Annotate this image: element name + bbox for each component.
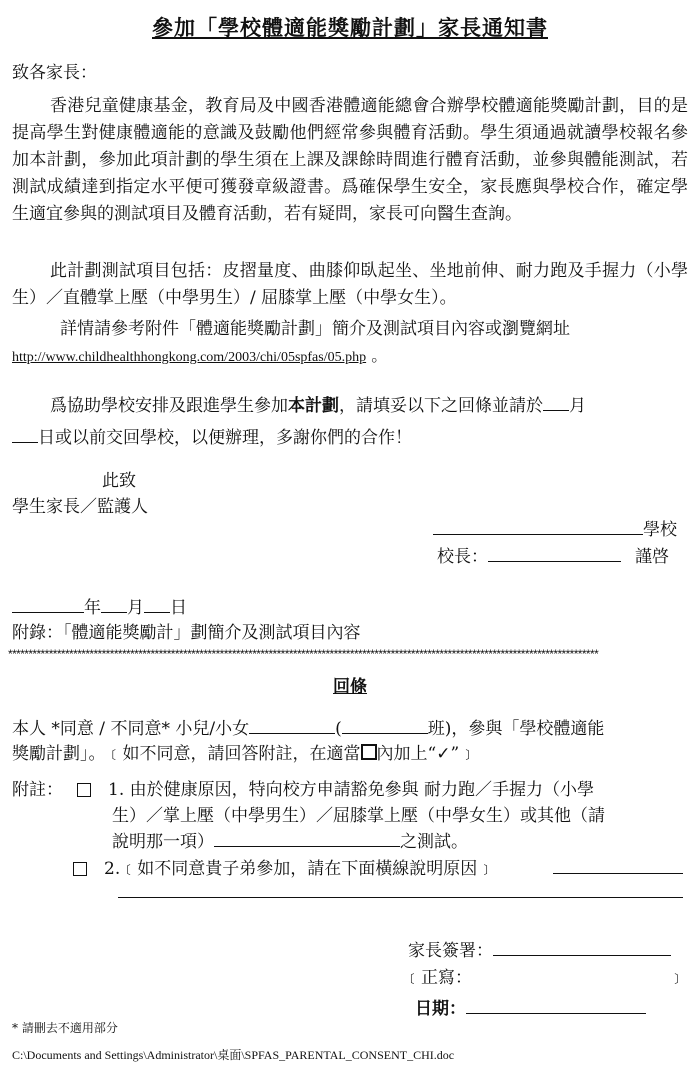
reply-instruction-3: ”﹞ — [450, 744, 477, 764]
return-text-bold: 本計劃 — [288, 396, 339, 416]
month-blank[interactable] — [543, 394, 569, 411]
parent-print-line — [404, 965, 472, 991]
separator-stars: ************************************************************************************************************************************************* — [8, 647, 599, 661]
return-text-3: 日或以前交回學校，以便辦理，多謝你們的合作！ — [38, 428, 412, 448]
consent-text: 本人 *同意 / 不同意* 小兒/小女 — [12, 719, 250, 739]
parent-date-label: 日期： — [415, 999, 466, 1019]
check-mark-icon: ✓ — [436, 744, 451, 764]
parent-sign-blank[interactable] — [493, 939, 671, 956]
child-name-blank[interactable] — [249, 717, 335, 734]
reply-instruction: 獎勵計劃」。﹝如不同意，請回答附註，在適當 — [12, 744, 361, 764]
parent-sign-label: 家長簽署： — [408, 941, 493, 961]
note2-reason-blank-1[interactable] — [553, 857, 683, 874]
reply-instruction-2: 內加上“ — [376, 744, 437, 764]
year-label: 年 — [84, 598, 101, 618]
note1-specify-blank[interactable] — [214, 830, 400, 847]
salutation: 致各家長： — [12, 63, 97, 83]
return-text-1: 爲協助學校安排及跟進學生參加 — [50, 396, 288, 416]
date-month-label: 月 — [127, 598, 144, 618]
principal-blank[interactable] — [488, 545, 621, 562]
paragraph-return-line2 — [12, 425, 412, 451]
year-blank[interactable] — [12, 596, 84, 613]
principal-label: 校長： — [437, 547, 488, 567]
note1-line2: 生）／掌上壓（中學男生）／屈膝掌上壓（中學女生）或其他（請 — [112, 806, 605, 826]
date-day-blank[interactable] — [144, 596, 170, 613]
return-text-2: ，請填妥以下之回條並請於 — [339, 396, 543, 416]
page-title: 參加「學校體適能獎勵計劃」家長通知書 — [152, 15, 548, 40]
paragraph-return-line1 — [50, 393, 586, 419]
appendix-line: 附錄：「體適能獎勵計」劃簡介及測試項目內容 — [12, 623, 361, 643]
url-line-end: 。 — [371, 346, 388, 365]
reply-title: 回條 — [333, 677, 367, 697]
parent-print-end: ﹞ — [668, 968, 685, 988]
paragraph-details-text: 詳情請參考附件「體適能獎勵計劃」簡介及測試項目內容或瀏覽網址 — [60, 319, 570, 339]
note1-line1: 1. 由於健康原因，特向校方申請豁免參與 耐力跑／手握力（小學 — [108, 780, 595, 800]
parent-print-label: ﹝正寫： — [404, 968, 472, 988]
respect-label: 謹啓 — [635, 547, 669, 567]
example-checkbox — [361, 744, 377, 760]
footnote: * 請刪去不適用部分 — [12, 1021, 118, 1035]
parent-date-line — [415, 996, 646, 1022]
website-link[interactable]: http://www.childhealthhongkong.com/2003/chi/05spfas/05.php — [12, 350, 367, 365]
closing-ci: 此致 — [102, 471, 136, 491]
return-month-label: 月 — [569, 396, 586, 416]
closing-recipient: 學生家長／監護人 — [12, 497, 148, 517]
file-path: C:\Documents and Settings\Administrator\桌面\SPFAS_PARENTAL_CONSENT_CHI.doc — [12, 1048, 455, 1062]
date-line — [12, 595, 187, 621]
principal-line — [437, 544, 669, 570]
note2-line — [104, 856, 494, 882]
note1-checkbox[interactable] — [77, 783, 91, 797]
school-name-blank[interactable] — [433, 518, 643, 535]
reply-line1 — [12, 716, 604, 742]
note1-specify: 說明那一項） — [112, 832, 214, 852]
paragraph-test-items: 此計劃測試項目包括：皮摺量度、曲膝仰臥起坐、坐地前伸、耐力跑及手握力（小學生）／直體掌上壓（中學男生）/ 屈膝掌上壓（中學女生）。 — [12, 261, 688, 308]
note2-checkbox[interactable] — [73, 862, 87, 876]
class-blank[interactable] — [342, 717, 428, 734]
school-signature-line — [433, 517, 677, 543]
reply-line2 — [12, 741, 476, 767]
note1-line3 — [112, 829, 468, 855]
class-suffix: 班)，參與「學校體適能 — [427, 719, 605, 739]
bracket-open: ( — [335, 719, 342, 739]
date-month-blank[interactable] — [101, 596, 127, 613]
day-blank[interactable] — [12, 426, 38, 443]
url-line — [12, 346, 387, 368]
parent-date-blank[interactable] — [466, 997, 646, 1014]
school-label: 學校 — [643, 520, 677, 540]
note1-end: 之測試。 — [400, 832, 468, 852]
note2-text: 2.﹝如不同意貴子弟參加，請在下面橫線說明原因﹞ — [104, 859, 495, 879]
note-label: 附註： — [12, 780, 63, 800]
paragraph-intro: 香港兒童健康基金，教育局及中國香港體適能總會合辦學校體適能獎勵計劃，目的是提高學生對健康體適能的意識及鼓勵他們經常參與體育活動。學生須通過就讀學校報名參加本計劃，參加此項計劃的學生須在上課及課餘時間進行體育活動，並參與體能測試，若測試成績達到指定水平便可獲發章級證書。爲確保學生安全，家長應與學校合作，確定學生適宜參與的測試項目及體育活動，若有疑問，家長可向醫生查詢。 — [12, 96, 688, 224]
note2-reason-blank-2[interactable] — [118, 881, 683, 898]
day-label: 日 — [170, 598, 187, 618]
parent-sign-line — [408, 938, 671, 964]
